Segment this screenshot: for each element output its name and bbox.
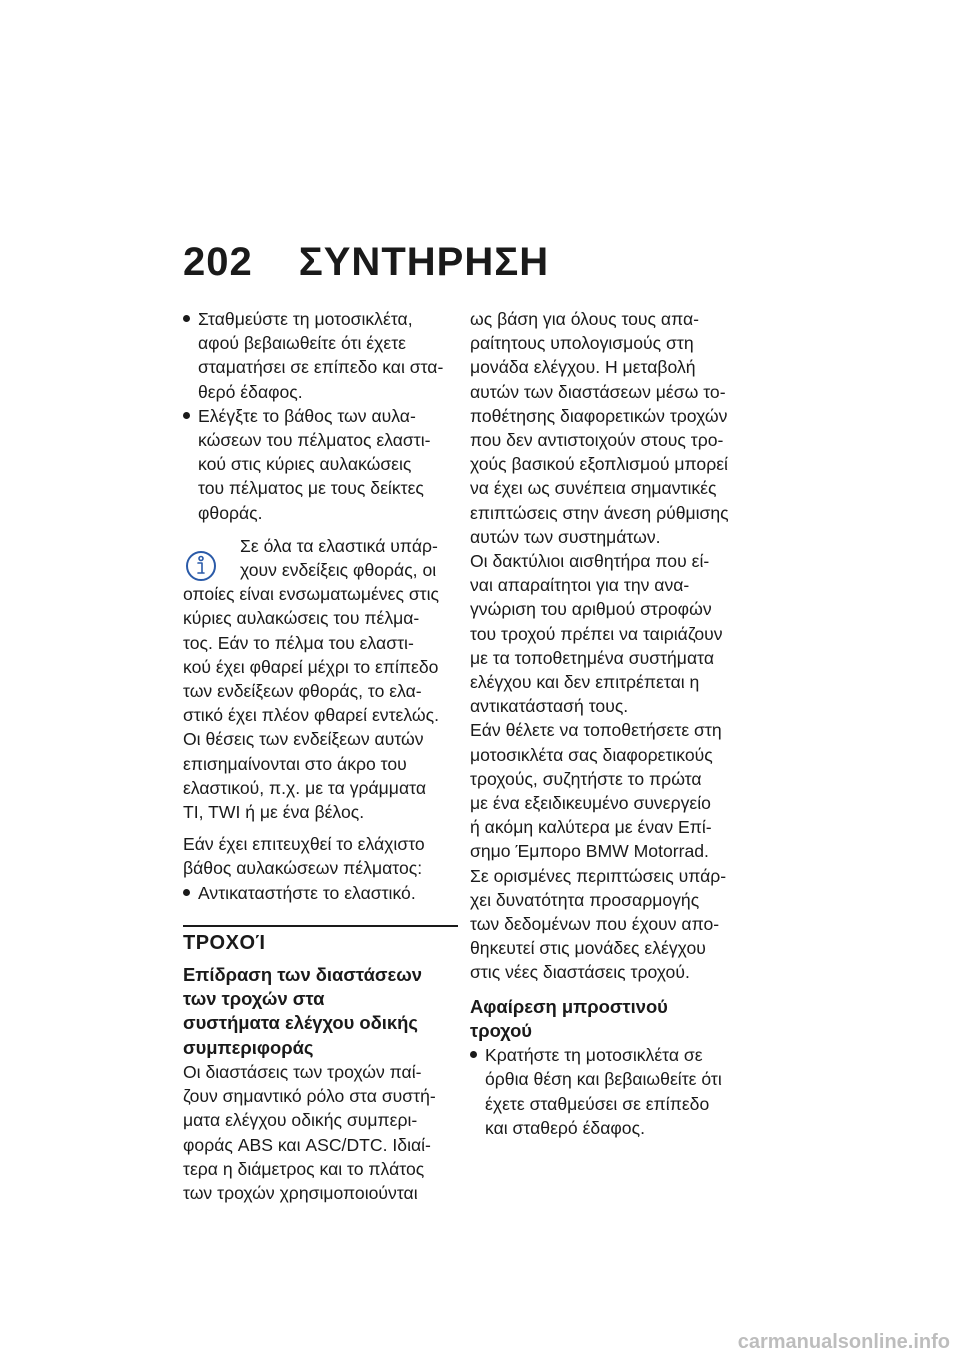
- info-text-indented: [183, 534, 458, 582]
- text-line: τος. Εάν το πέλμα του ελαστι-: [183, 632, 414, 653]
- text-line: στικό έχει πλέον φθαρεί εντελώς.: [183, 705, 440, 726]
- text-line: ή ακόμη καλύτερα με έναν Επί-: [470, 817, 712, 838]
- text-line: έχετε σταθμεύσει σε επίπεδο: [485, 1093, 710, 1114]
- text-line: TI, TWI ή με ένα βέλος.: [183, 802, 365, 823]
- page-title: ΣΥΝΤΗΡΗΣΗ: [298, 240, 550, 284]
- text-line: Οι δακτύλιοι αισθητήρα που εί-: [470, 551, 710, 572]
- text-line: των δεδομένων που έχουν απο-: [470, 914, 720, 935]
- right-column: [470, 307, 745, 1140]
- text-line: να έχει ως συνέπεια σημαντικές: [470, 478, 717, 499]
- text-line: φοράς ABS και ASC/DTC. Ιδιαί-: [183, 1134, 431, 1155]
- text-line: Οι θέσεις των ενδείξεων αυτών: [183, 729, 424, 750]
- text-line: με τα τοποθετημένα συστήματα: [470, 647, 714, 668]
- text-line: Οι διαστάσεις των τροχών παί-: [183, 1061, 422, 1082]
- text-line: ποθέτησης διαφορετικών τροχών: [470, 405, 728, 426]
- bullet-hold-upright: [470, 1043, 745, 1140]
- bullet-text: [198, 404, 458, 525]
- wheel-dimensions-paragraph: [183, 1060, 458, 1205]
- text-line: Σε ορισμένες περιπτώσεις υπάρ-: [470, 865, 727, 886]
- bullet-dot-icon: [470, 1051, 477, 1058]
- sensor-rings-paragraph: [470, 549, 745, 718]
- tread-minimum-paragraph: [183, 832, 458, 880]
- text-line: τροχού: [470, 1019, 533, 1041]
- left-column: [183, 307, 458, 1205]
- subheading-wheel-dimensions: [183, 963, 458, 1060]
- text-line: στις νέες διαστάσεις τροχού.: [470, 962, 690, 983]
- text-line: επισημαίνονται στο άκρο του: [183, 753, 407, 774]
- text-line: μοτοσικλέτα σας διαφορετικούς: [470, 744, 713, 765]
- bullet-text: [485, 1043, 745, 1140]
- text-line: ελέγχου και δεν επιτρέπεται η: [470, 672, 700, 693]
- text-line: ραίτητους υπολογισμούς στη: [470, 333, 694, 354]
- text-line: τερα η διάμετρος και το πλάτος: [183, 1158, 425, 1179]
- text-line: τροχούς, συζητήστε το πρώτα: [470, 768, 702, 789]
- bullet-park-motorcycle: [183, 307, 458, 404]
- data-adaptation-paragraph: [470, 864, 745, 985]
- text-line: Επίδραση των διαστάσεων: [183, 964, 423, 986]
- text-line: Σταθμεύστε τη μοτοσικλέτα,: [198, 309, 413, 329]
- text-line: κώσεων του πέλματος ελαστι-: [198, 430, 431, 451]
- text-line: ναι απαραίτητοι για την ανα-: [470, 575, 690, 596]
- text-line: των τροχών χρησιμοποιούνται: [183, 1182, 418, 1203]
- text-line: αφού βεβαιωθείτε ότι έχετε: [198, 333, 406, 354]
- text-line: συστήματα ελέγχου οδικής: [183, 1012, 418, 1034]
- info-note: [183, 534, 458, 824]
- text-line: ελαστικού, π.χ. με τα γράμματα: [183, 777, 426, 798]
- control-unit-paragraph: [470, 307, 745, 549]
- text-line: όρθια θέση και βεβαιωθείτε ότι: [485, 1069, 722, 1090]
- info-icon: [185, 550, 217, 582]
- text-line: αυτών των συστημάτων.: [470, 526, 661, 547]
- text-line: Αφαίρεση μπροστινού: [470, 995, 668, 1017]
- bullet-dot-icon: [183, 315, 190, 322]
- watermark: carmanualsonline.info: [737, 1331, 950, 1353]
- text-line: των τροχών στα: [183, 988, 325, 1010]
- text-line: σταματήσει σε επίπεδο και στα-: [198, 357, 444, 378]
- text-line: θερό έδαφος.: [198, 381, 303, 402]
- text-line: επιπτώσεις στην άνεση ρύθμισης: [470, 502, 729, 523]
- text-line: Σε όλα τα ελαστικά υπάρ-: [240, 535, 438, 556]
- page-header: [183, 240, 549, 285]
- text-line: Εάν έχει επιτευχθεί το ελάχιστο: [183, 834, 425, 855]
- text-line: αντικατάστασή τους.: [470, 696, 629, 717]
- text-line: χει δυνατότητα προσαρμογής: [470, 889, 700, 910]
- text-line: των ενδείξεων φθοράς, το ελα-: [183, 681, 422, 702]
- text-line: χούς βασικού εξοπλισμού μπορεί: [470, 454, 728, 475]
- page-number: 202: [183, 240, 253, 284]
- text-line: Αντικαταστήστε το ελαστικό.: [198, 882, 416, 903]
- bullet-replace-tire: [183, 881, 458, 905]
- text-line: με ένα εξειδικευμένο συνεργείο: [470, 793, 711, 814]
- text-line: γνώριση του αριθμού στροφών: [470, 599, 712, 620]
- bullet-check-tread-depth: [183, 404, 458, 525]
- different-wheels-paragraph: [470, 718, 745, 863]
- text-line: οποίες είναι ενσωματωμένες στις: [183, 584, 440, 605]
- text-line: φθοράς.: [198, 502, 263, 523]
- text-line: αυτών των διαστάσεων μέσω το-: [470, 381, 726, 402]
- text-line: του τροχού πρέπει να ταιριάζουν: [470, 623, 723, 644]
- bullet-text: [198, 881, 458, 905]
- text-line: ως βάση για όλους τους απα-: [470, 309, 700, 329]
- text-line: κύριες αυλακώσεις του πέλμα-: [183, 608, 420, 629]
- text-line: Ελέγξτε το βάθος των αυλα-: [198, 405, 416, 426]
- text-line: Κρατήστε τη μοτοσικλέτα σε: [485, 1045, 703, 1066]
- text-line: βάθος αυλακώσεων πέλματος:: [183, 858, 423, 879]
- text-line: του πέλματος με τους δείκτες: [198, 478, 424, 499]
- text-line: συμπεριφοράς: [183, 1036, 314, 1058]
- section-title: ΤΡΟΧΟΊ: [183, 925, 458, 955]
- subheading-remove-front-wheel: [470, 995, 745, 1043]
- text-line: χουν ενδείξεις φθοράς, οι: [240, 560, 437, 581]
- bullet-text: [198, 307, 458, 404]
- text-line: θηκευτεί στις μονάδες ελέγχου: [470, 938, 706, 959]
- text-line: κού έχει φθαρεί μέχρι το επίπεδο: [183, 656, 439, 677]
- bullet-dot-icon: [183, 889, 190, 896]
- text-line: Εάν θέλετε να τοποθετήσετε στη: [470, 720, 722, 741]
- text-line: σημο Έμπορο BMW Motorrad.: [470, 841, 709, 862]
- text-line: ματα ελέγχου οδικής συμπερι-: [183, 1110, 418, 1131]
- info-text: [183, 582, 458, 824]
- text-line: κού στις κύριες αυλακώσεις: [198, 454, 412, 475]
- bullet-dot-icon: [183, 412, 190, 419]
- text-line: και σταθερό έδαφος.: [485, 1117, 645, 1138]
- text-line: μονάδα ελέγχου. Η μεταβολή: [470, 357, 696, 378]
- text-line: ζουν σημαντικό ρόλο στα συστή-: [183, 1086, 436, 1107]
- text-line: που δεν αντιστοιχούν στους τρο-: [470, 430, 724, 451]
